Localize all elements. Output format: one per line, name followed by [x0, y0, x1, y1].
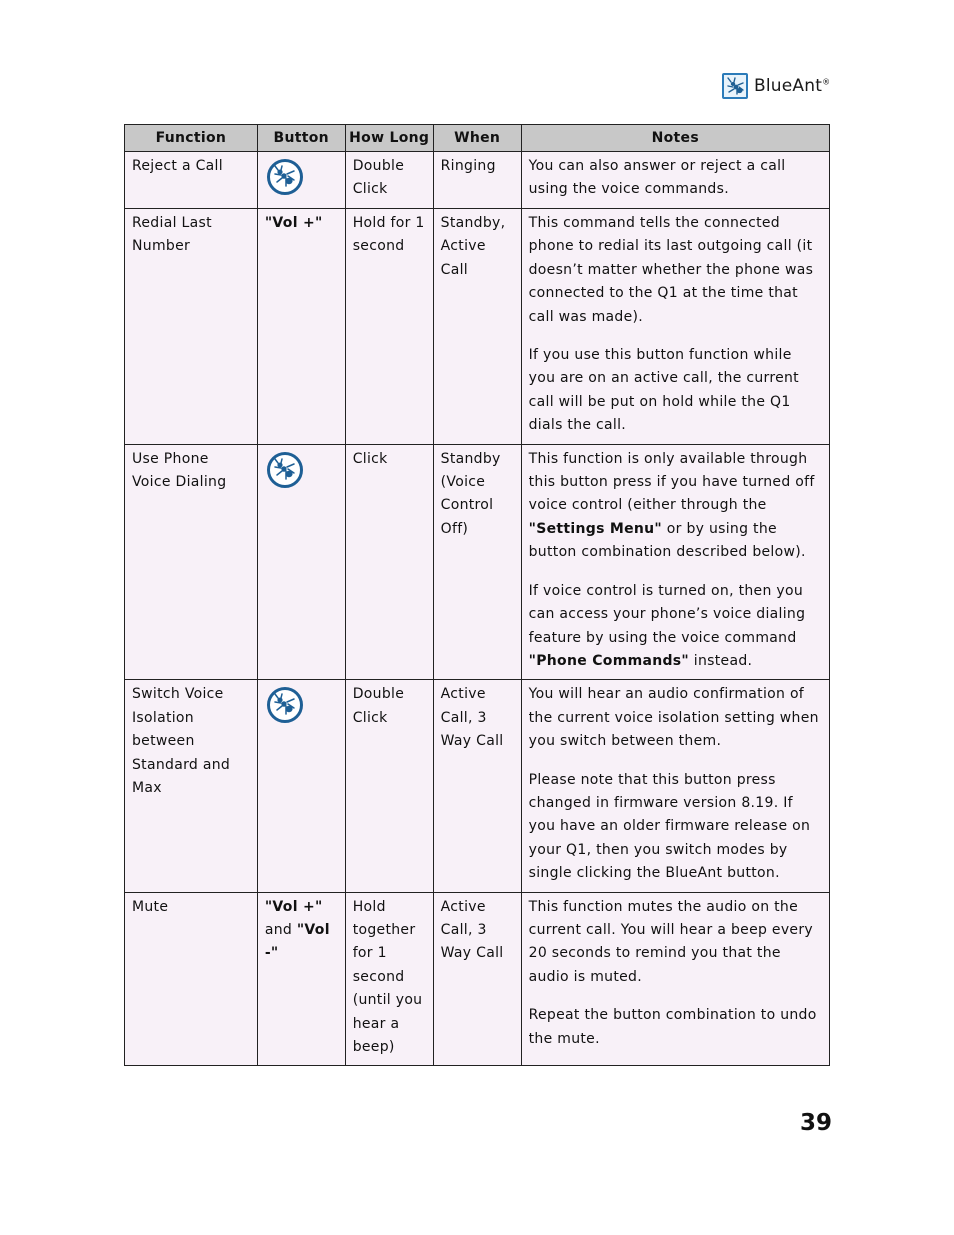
- note-paragraph: This function is only available through this button press if you have turned off voice control (either through the "Settings Menu" or by using the button combination described below).: [528, 450, 815, 561]
- button-cell: [257, 209, 345, 445]
- table-row: [125, 892, 830, 1066]
- notes-cell: [521, 152, 829, 209]
- notes-cell: [521, 209, 829, 445]
- table-header-row: [125, 125, 830, 152]
- table-row: [125, 444, 830, 680]
- how-long-cell: Click: [345, 444, 433, 680]
- how-long-cell: Double Click: [345, 152, 433, 209]
- note-paragraph: This command tells the connected phone to redial its last outgoing call (it doesn’t matter whether the phone was connected to the Q1 at the time that call was made).: [528, 215, 814, 325]
- function-cell: Mute: [125, 892, 258, 1066]
- table-row: [125, 680, 830, 892]
- button-functions-table: [124, 124, 830, 1066]
- note-paragraph: If voice control is turned on, then you can access your phone’s voice dialing feature by using the voice command "Phone Commands" instead.: [528, 582, 806, 669]
- notes-cell: [521, 892, 829, 1066]
- function-cell: Redial Last Number: [125, 209, 258, 445]
- function-cell: Reject a Call: [125, 152, 258, 209]
- note-paragraph: Repeat the button combination to undo the mute.: [528, 1007, 817, 1047]
- table-row: [125, 152, 830, 209]
- notes-cell: [521, 680, 829, 892]
- vol-plus-label: "Vol +": [264, 215, 323, 231]
- notes-cell: [521, 444, 829, 680]
- how-long-cell: Hold together for 1 second (until you hear a beep): [345, 892, 433, 1066]
- header-notes: Notes: [521, 125, 829, 152]
- button-cell: "Vol +" and "Vol -": [257, 892, 345, 1066]
- brand-logo: [722, 70, 830, 102]
- when-cell: Active Call, 3 Way Call: [433, 680, 521, 892]
- blueant-logo-icon: [722, 73, 748, 99]
- vol-minus-label: "Vol -": [264, 921, 330, 962]
- blueant-button-icon: [266, 451, 304, 489]
- when-cell: Standby, Active Call: [433, 209, 521, 445]
- when-cell: Standby (Voice Control Off): [433, 444, 521, 680]
- header-function: Function: [125, 125, 258, 152]
- header-how-long: How Long: [345, 125, 433, 152]
- note-paragraph: This function mutes the audio on the current call. You will hear a beep every 20 seconds to remind you that the audio is muted.: [528, 898, 813, 985]
- when-cell: Active Call, 3 Way Call: [433, 892, 521, 1066]
- note-paragraph: Please note that this button press changed in firmware version 8.19. If you have an older firmware release on your Q1, then you switch modes by single clicking the BlueAnt button.: [528, 771, 811, 882]
- table-row: [125, 209, 830, 445]
- when-cell: Ringing: [433, 152, 521, 209]
- page-number: 39: [800, 1110, 833, 1136]
- header-button: Button: [257, 125, 345, 152]
- how-long-cell: Hold for 1 second: [345, 209, 433, 445]
- button-cell: [257, 444, 345, 680]
- note-paragraph: You can also answer or reject a call using the voice commands.: [528, 158, 786, 198]
- button-cell: [257, 680, 345, 892]
- note-paragraph: You will hear an audio confirmation of the current voice isolation setting when you switch between them.: [528, 686, 819, 750]
- brand-name: BlueAnt®: [754, 76, 831, 96]
- function-cell: Switch Voice Isolation between Standard and Max: [125, 680, 258, 892]
- header-when: When: [433, 125, 521, 152]
- button-cell: [257, 152, 345, 209]
- function-cell: Use Phone Voice Dialing: [125, 444, 258, 680]
- blueant-button-icon: [266, 158, 304, 196]
- blueant-button-icon: [266, 686, 304, 724]
- note-paragraph: If you use this button function while you are on an active call, the current call will be put on hold while the Q1 dials the call.: [528, 347, 799, 434]
- how-long-cell: Double Click: [345, 680, 433, 892]
- vol-plus-label: "Vol +": [264, 898, 323, 915]
